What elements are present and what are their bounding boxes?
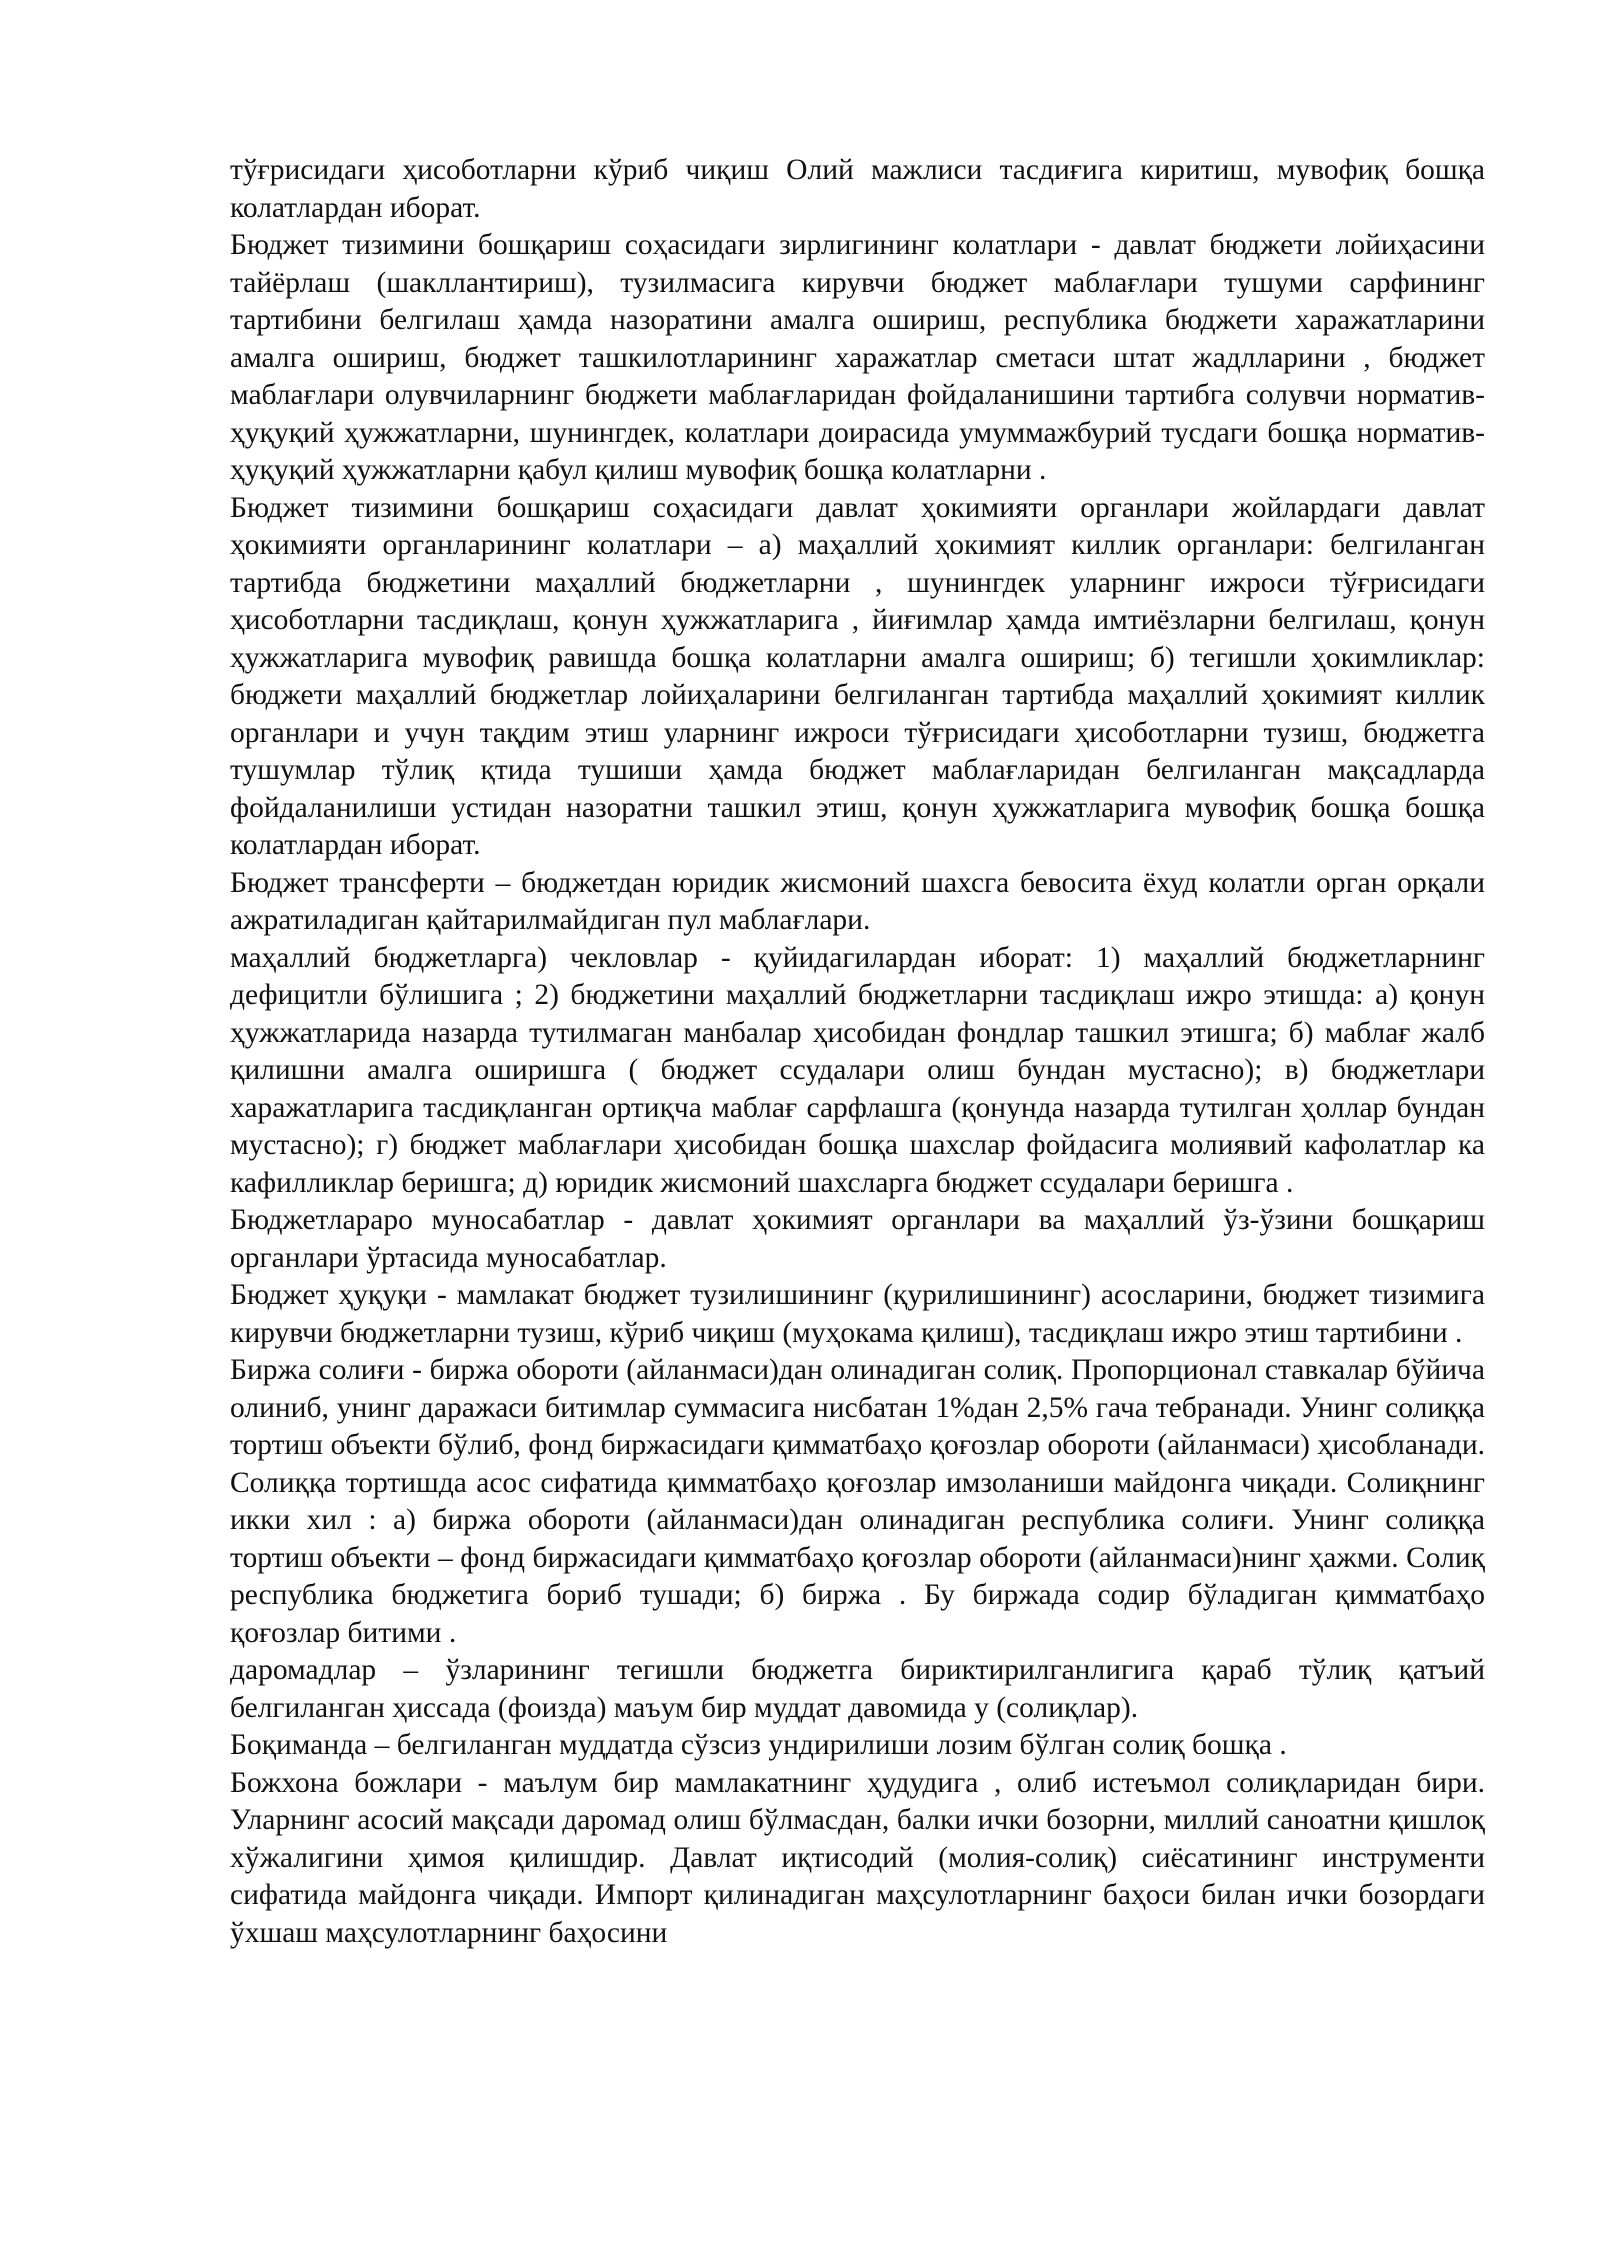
paragraph-budget-transfer: Бюджет трансферти – бюджетдан юридик жисмоний шахсга бевосита ёхуд колатли орган орқали ажратиладиган қайтарилмайдиган пул маблағлари. bbox=[230, 866, 1485, 936]
paragraph-exchange-tax: Биржа солиғи - биржа обороти (айланмаси)дан олинадиган солиқ. Пропорционал ставкалар бўйича олиниб, унинг даражаси битимлар суммасига нисбатан 1%дан 2,5% гача тебранади. Унинг солиққа тортиш объекти бўлиб, фонд биржасидаги қимматбаҳо қоғозлар обороти (айланмаси) ҳисобланади. Солиққа тортишда асос сифатида қимматбаҳо қоғозлар имзоланиши майдонга чиқади. Солиқнинг икки хил : а) биржа обороти (айланмаси)дан олинадиган республика солиғи. Унинг солиққа тортиш объекти – фонд биржасидаги қимматбаҳо қоғозлар обороти (айланмаси)нинг ҳажми. Солиқ республика бюджетига бориб тушади; б) биржа . Бу биржада содир бўладиган қимматбаҳо қоғозлар битими . bbox=[230, 1354, 1485, 1649]
paragraph-budget-law: Бюджет ҳуқуқи - мамлакат бюджет тузилишининг (қурилишининг) асосларини, бюджет тизимига кирувчи бюджетларни тузиш, кўриб чиқиш (муҳокама қилиш), тасдиқлаш ижро этиш тартибини . bbox=[230, 1279, 1485, 1349]
paragraph-interbudget-relations: Бюджетлараро муносабатлар - давлат ҳокимият органлари ва маҳаллий ўз-ўзини бошқариш органлари ўртасида муносабатлар. bbox=[230, 1204, 1485, 1274]
paragraph-customs-duties: Божхона божлари - маълум бир мамлакатнинг ҳудудига , олиб истеъмол солиқларидан бири. Уларнинг асосий мақсади даромад олиш бўлмасдан, балки ички бозорни, миллий саноатни қишлоқ хўжалигини ҳимоя қилишдир. Давлат иқтисодий (молия-солиқ) сиёсатининг инструменти сифатида майдонга чиқади. Импорт қилинадиган маҳсулотларнинг баҳоси билан ички бозордаги ўхшаш маҳсулотларнинг баҳосини bbox=[230, 1766, 1485, 1949]
paragraph-revenues: даромадлар – ўзларининг тегишли бюджетга бириктирилганлигига қараб тўлиқ қатъий белгиланган ҳиссада (фоизда) маъум бир муддат давомида у (солиқлар). bbox=[230, 1654, 1485, 1724]
paragraph-budget-system-management: Бюджет тизимини бошқариш соҳасидаги зирлигининг колатлари - давлат бюджети лойиҳасини тайёрлаш (шакллантириш), тузилмасига кирувчи бюджет маблағлари тушуми сарфининг тартибини белгилаш ҳамда назоратини амалга ошириш, республика бюджети харажатларини амалга ошириш, бюджет ташкилотларининг харажатлар сметаси штат жадлларини , бюджет маблағлари олувчиларнинг бюджети маблағларидан фойдаланишини тартибга солувчи норматив-ҳуқуқий ҳужжатларни, шунингдек, колатлари доирасида умуммажбурий тусдаги бошқа норматив-ҳуқуқий ҳужжатларни қабул қилиш мувофиқ бошқа колатларни . bbox=[230, 229, 1485, 486]
paragraph-reports-approval: тўғрисидаги ҳисоботларни кўриб чиқиш Олий мажлиси тасдиғига киритиш, мувофиқ бошқа колатлардан иборат. bbox=[230, 154, 1485, 224]
paragraph-state-authorities-powers: Бюджет тизимини бошқариш соҳасидаги давлат ҳокимияти органлари жойлардаги давлат ҳокимияти органларининг колатлари – а) маҳаллий ҳокимият киллик органлари: белгиланган тартибда бюджетини маҳаллий бюджетларни , шунингдек уларнинг ижроси тўғрисидаги ҳисоботларни тасдиқлаш, қонун ҳужжатларига , йиғимлар ҳамда имтиёзларни белгилаш, қонун ҳужжатларига мувофиқ равишда бошқа колатларни амалга ошириш; б) тегишли ҳокимликлар: бюджети маҳаллий бюджетлар лойиҳаларини белгиланган тартибда маҳаллий ҳокимият киллик органлари и учун тақдим этиш уларнинг ижроси тўғрисидаги ҳисоботларни тузиш, бюджетга тушумлар тўлиқ қтида тушиши ҳамда бюджет маблағларидан белгиланган мақсадларда фойдаланилиши устидан назоратни ташкил этиш, қонун ҳужжатларига мувофиқ бошқа бошқа колатлардан иборат. bbox=[230, 491, 1485, 861]
paragraph-arrears: Боқиманда – белгиланган муддатда сўзсиз ундирилиши лозим бўлган солиқ бошқа . bbox=[230, 1729, 1287, 1761]
document-page bbox=[230, 152, 1485, 1952]
paragraph-local-budget-restrictions: маҳаллий бюджетларга) чекловлар - қуйидагилардан иборат: 1) маҳаллий бюджетларнинг дефицитли бўлишига ; 2) бюджетини маҳаллий бюджетларни тасдиқлаш ижро этишда: а) қонун ҳужжатларида назарда тутилмаган манбалар ҳисобидан фондлар ташкил этишга; б) маблағ жалб қилишни амалга оширишга ( бюджет ссудалари олиш бундан мустасно); в) бюджетлари харажатларига тасдиқланган ортиқча маблағ сарфлашга (қонунда назарда тутилган ҳоллар бундан мустасно); г) бюджет маблағлари ҳисобидан бошқа шахслар фойдасига молиявий кафолатлар ка кафилликлар беришга; д) юридик жисмоний шахсларга бюджет ссудалари беришга . bbox=[230, 941, 1485, 1199]
